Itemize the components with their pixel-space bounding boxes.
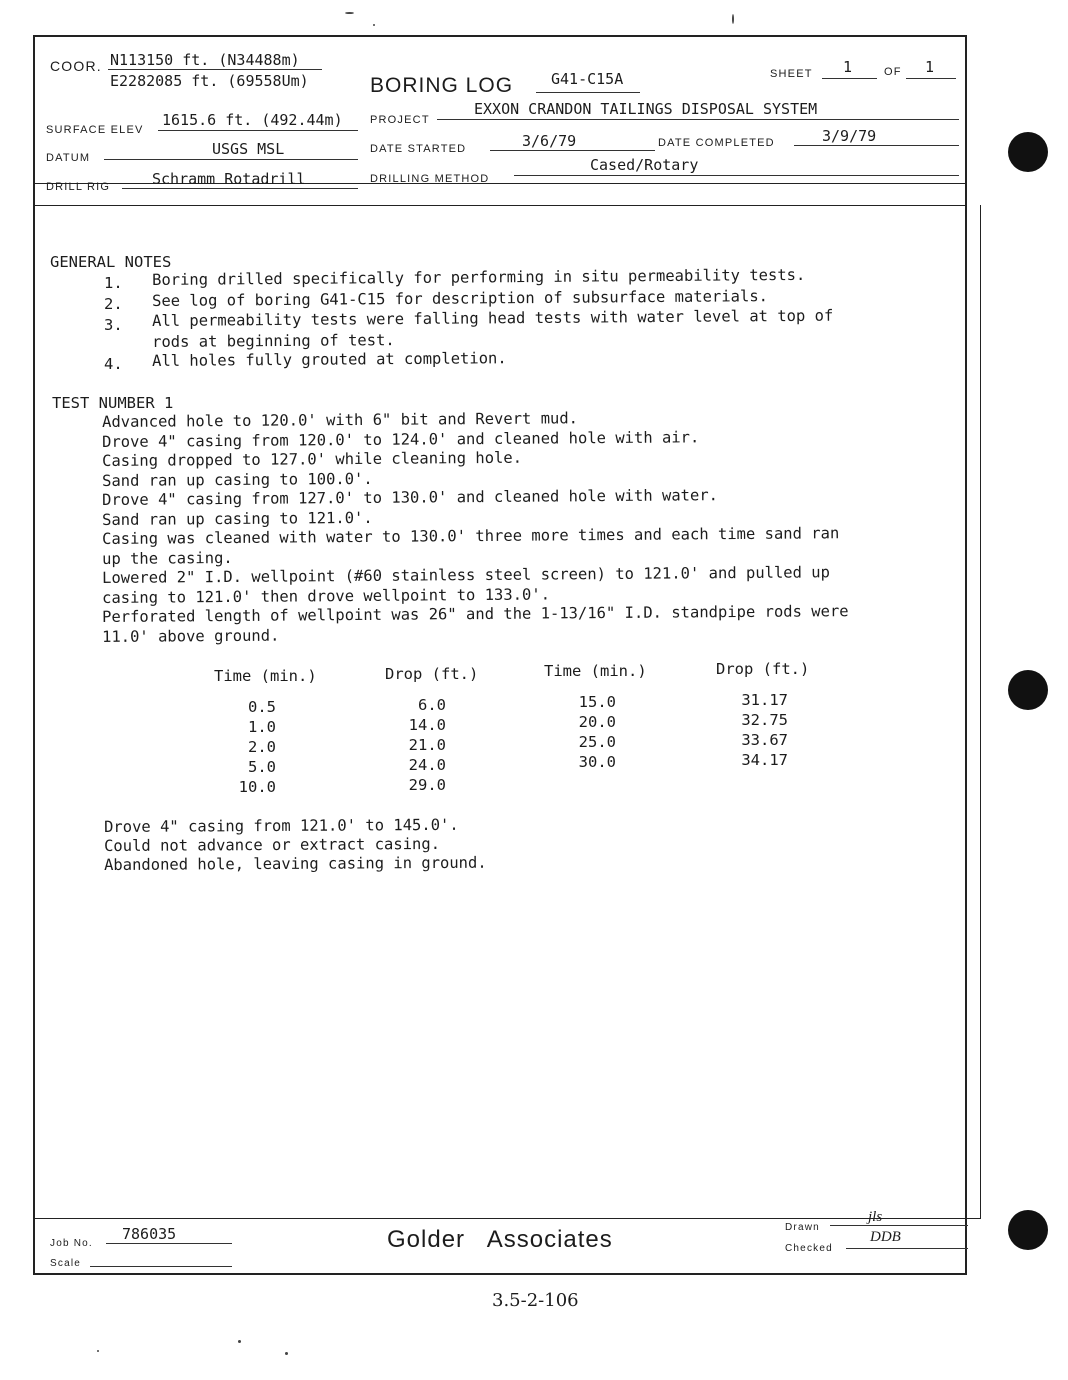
- test-line: Sand ran up casing to 121.0'.: [102, 508, 373, 529]
- table-cell: 33.67: [741, 731, 788, 749]
- header-divider: [33, 205, 967, 206]
- page-number: 3.5-2-106: [492, 1290, 579, 1311]
- drilling-method-underline: [514, 175, 959, 176]
- sheet-total: 1: [925, 58, 935, 76]
- datum-label: DATUM: [46, 152, 91, 164]
- scan-speck: [732, 14, 734, 24]
- table-cell: 2.0: [248, 738, 276, 756]
- checked-underline: [846, 1248, 968, 1249]
- scan-speck: [285, 1352, 288, 1355]
- scale-underline: [90, 1266, 232, 1267]
- project-value: EXXON CRANDON TAILINGS DISPOSAL SYSTEM: [474, 100, 818, 118]
- sheet-number: 1: [843, 58, 853, 76]
- table-cell: 32.75: [741, 711, 788, 729]
- sheet-underline: [822, 78, 877, 79]
- coor-underline: [108, 69, 322, 70]
- table-cell: 30.0: [578, 753, 616, 771]
- drill-rig-underline: [122, 188, 358, 189]
- drawn-label: Drawn: [785, 1222, 820, 1233]
- job-no-value: 786035: [122, 1225, 177, 1243]
- date-started-value: 3/6/79: [522, 132, 577, 150]
- binder-hole: [1008, 132, 1048, 172]
- job-no-underline: [106, 1243, 232, 1244]
- binder-hole: [1008, 1210, 1048, 1250]
- drawn-underline: [830, 1225, 968, 1226]
- coor-east: E2282085 ft. (69558Um): [110, 72, 309, 90]
- scan-speck: [345, 12, 354, 14]
- date-completed-value: 3/9/79: [822, 127, 877, 145]
- note-line: All permeability tests were falling head tests with water level at top of: [152, 306, 834, 330]
- date-completed-label: DATE COMPLETED: [658, 137, 775, 149]
- test-line: up the casing.: [102, 548, 233, 568]
- binder-hole: [1008, 670, 1048, 710]
- table-cell: 0.5: [248, 698, 276, 716]
- table-cell: 5.0: [248, 758, 276, 776]
- drop-column-right: [734, 690, 788, 770]
- boring-id: G41-C15A: [551, 70, 624, 88]
- test-line: Drove 4" casing from 127.0' to 130.0' and cleaned hole with water.: [102, 486, 719, 509]
- datum-value: USGS MSL: [212, 140, 285, 158]
- general-notes-heading: GENERAL NOTES: [50, 253, 172, 271]
- table-header-drop: Drop (ft.): [385, 665, 479, 683]
- table-cell: 25.0: [578, 733, 616, 751]
- table-cell: 31.17: [741, 691, 788, 709]
- checked-label: Checked: [785, 1243, 833, 1254]
- table-cell: 6.0: [418, 696, 446, 714]
- checked-by: DDB: [870, 1229, 901, 1245]
- note-number: 3.: [104, 316, 123, 334]
- table-cell: 34.17: [741, 751, 788, 769]
- test-line: Casing dropped to 127.0' while cleaning hole.: [102, 448, 523, 470]
- project-label: PROJECT: [370, 114, 430, 126]
- closing-line: Could not advance or extract casing.: [104, 834, 441, 855]
- surface-elev-label: SURFACE ELEV: [46, 124, 144, 136]
- table-cell: 15.0: [578, 693, 616, 711]
- of-label: OF: [884, 66, 902, 78]
- surface-elev-value: 1615.6 ft. (492.44m): [162, 111, 343, 129]
- table-cell: 10.0: [238, 778, 276, 796]
- table-header-time: Time (min.): [214, 667, 317, 685]
- table-cell: 29.0: [408, 776, 446, 794]
- job-no-label: Job No.: [50, 1238, 93, 1249]
- boring-id-underline: [536, 92, 640, 93]
- date-started-underline: [490, 150, 655, 151]
- note-line: rods at beginning of test.: [152, 331, 395, 351]
- test-line: casing to 121.0' then drove wellpoint to 133.0'.: [102, 585, 551, 607]
- scale-label: Scale: [50, 1258, 82, 1269]
- date-started-label: DATE STARTED: [370, 143, 467, 155]
- test-line: Lowered 2" I.D. wellpoint (#60 stainless steel screen) to 121.0' and pulled up: [102, 563, 831, 587]
- test-line: 11.0' above ground.: [102, 626, 280, 646]
- document-title: BORING LOG: [370, 74, 514, 97]
- scan-speck: [238, 1340, 241, 1343]
- note-number: 1.: [104, 274, 123, 292]
- company-name: Golder Associates: [387, 1226, 613, 1253]
- note-number: 2.: [104, 295, 123, 313]
- test-line: Advanced hole to 120.0' with 6" bit and Revert mud.: [102, 409, 579, 431]
- test-line: Perforated length of wellpoint was 26" and the 1-13/16" I.D. standpipe rods were: [102, 602, 849, 626]
- sheet-total-underline: [906, 78, 956, 79]
- drill-rig-label: DRILL RIG: [46, 181, 111, 193]
- note-number: 4.: [104, 355, 123, 373]
- table-cell: 20.0: [578, 713, 616, 731]
- datum-underline: [104, 159, 358, 160]
- closing-line: Drove 4" casing from 121.0' to 145.0'.: [104, 815, 459, 836]
- note-line: Boring drilled specifically for performing in situ permeability tests.: [152, 265, 806, 289]
- sheet-label: SHEET: [770, 68, 813, 80]
- table-cell: 14.0: [408, 716, 446, 734]
- table-cell: 1.0: [248, 718, 276, 736]
- coor-label: COOR.: [50, 58, 102, 74]
- table-cell: 21.0: [408, 736, 446, 754]
- scan-speck: [97, 1350, 99, 1352]
- drilling-method-value: Cased/Rotary: [590, 156, 699, 174]
- note-line: All holes fully grouted at completion.: [152, 349, 507, 370]
- table-cell: 24.0: [408, 756, 446, 774]
- closing-line: Abandoned hole, leaving casing in ground.: [104, 853, 487, 874]
- test-line: Drove 4" casing from 120.0' to 124.0' and cleaned hole with air.: [102, 428, 700, 451]
- time-column-left: [234, 697, 276, 797]
- log-frame: [33, 35, 967, 1275]
- table-header-time: Time (min.): [544, 662, 647, 680]
- drop-column-left: [400, 695, 446, 795]
- test-heading: TEST NUMBER 1: [52, 394, 174, 412]
- time-column-right: [570, 692, 616, 772]
- date-completed-underline: [794, 145, 959, 146]
- table-header-drop: Drop (ft.): [716, 660, 810, 678]
- test-line: Sand ran up casing to 100.0'.: [102, 469, 373, 490]
- note-line: See log of boring G41-C15 for description of subsurface materials.: [152, 287, 769, 310]
- drill-rig-value: Schramm Rotadrill: [152, 170, 306, 188]
- footer-divider: [35, 1218, 981, 1219]
- drilling-method-label: DRILLING METHOD: [370, 173, 490, 185]
- scan-speck: [373, 24, 375, 26]
- surface-elev-underline: [158, 130, 358, 131]
- project-underline: [437, 119, 959, 120]
- frame-inner-right: [980, 205, 981, 1218]
- drawn-by: jls: [868, 1209, 883, 1225]
- coor-north: N113150 ft. (N34488m): [110, 51, 300, 69]
- test-line: Casing was cleaned with water to 130.0' three more times and each time sand ran: [102, 524, 840, 548]
